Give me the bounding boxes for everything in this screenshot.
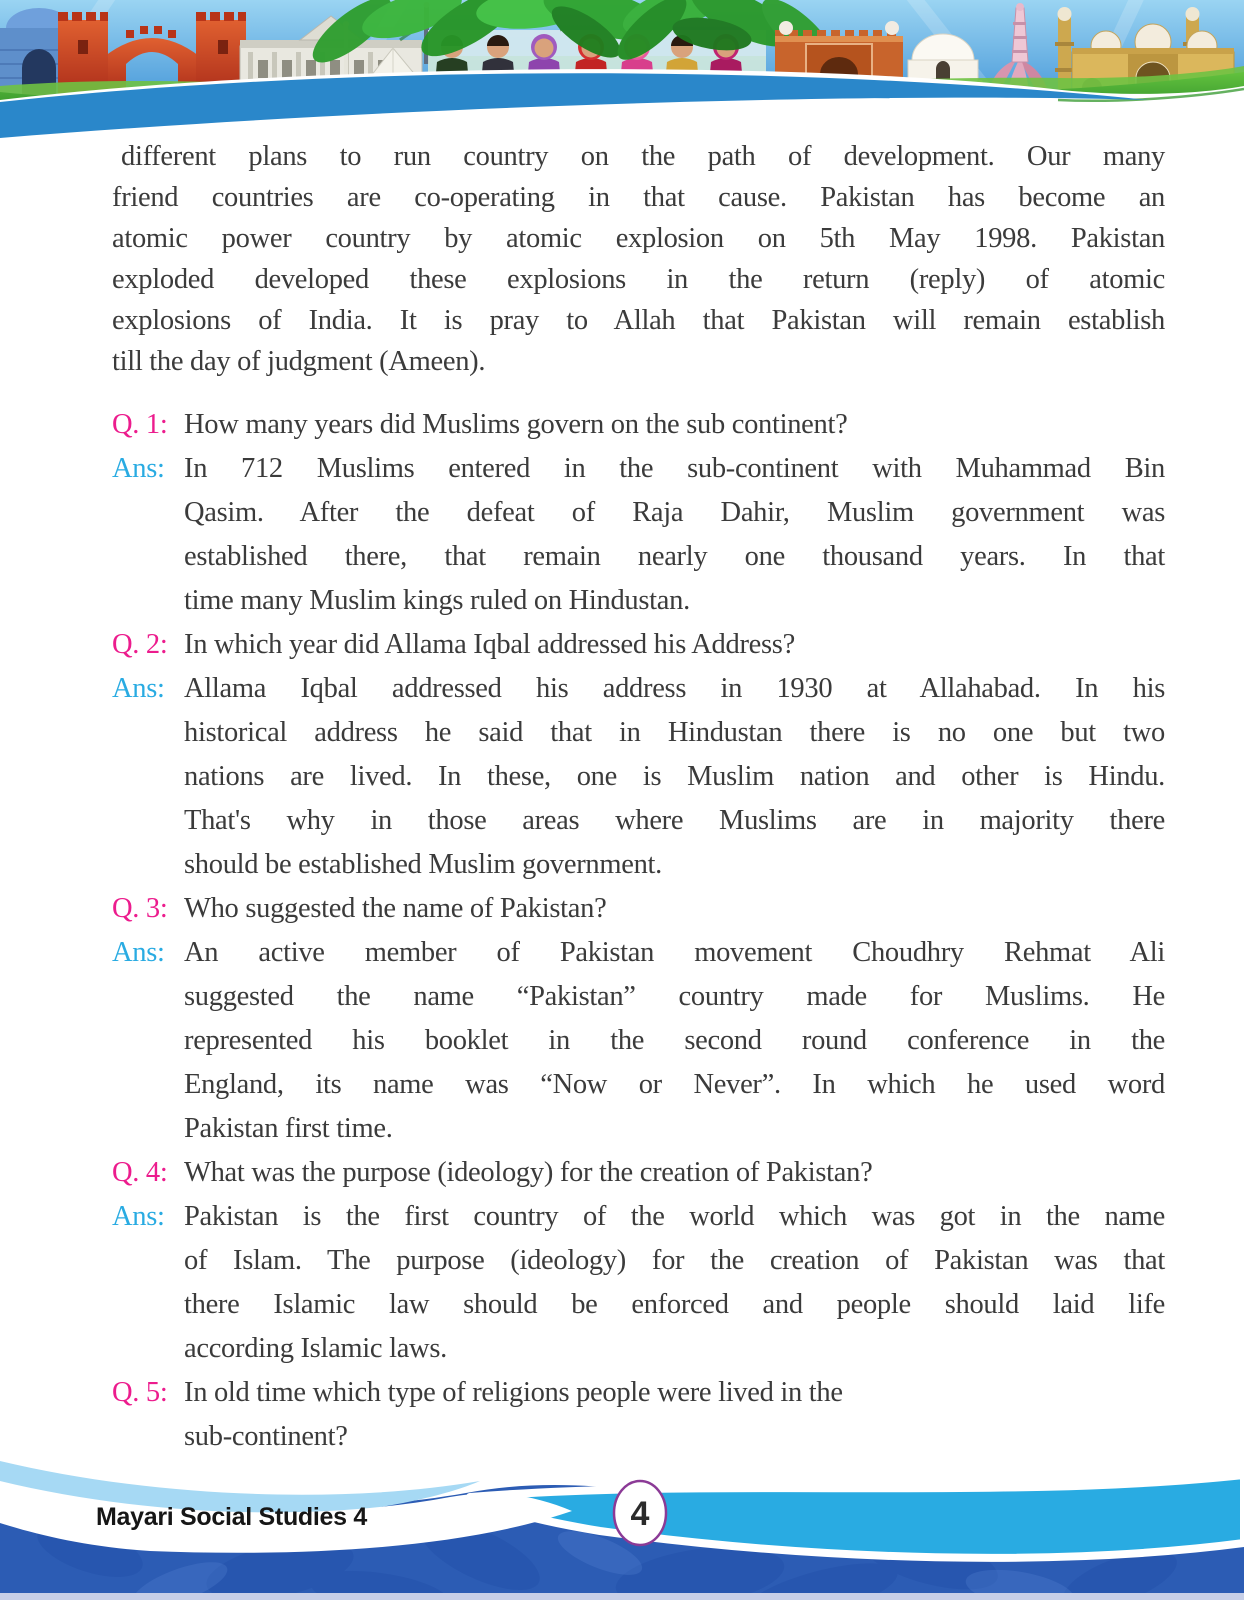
answer-1 bbox=[112, 447, 1165, 623]
question-4-text: What was the purpose (ideology) for the creation of Pakistan? bbox=[184, 1157, 873, 1188]
question-3-label: Q. 3: bbox=[112, 893, 168, 924]
page-body bbox=[112, 136, 1165, 1459]
answer-1-label: Ans: bbox=[112, 453, 165, 484]
question-3-text: Who suggested the name of Pakistan? bbox=[184, 893, 607, 924]
question-3 bbox=[112, 887, 1165, 931]
header-collage bbox=[0, 0, 1244, 142]
question-5-text: In old time which type of religions people were lived in the sub-continent? bbox=[184, 1377, 843, 1452]
answer-4 bbox=[112, 1195, 1165, 1371]
answer-3-text: An active member of Pakistan movement Choudhry Rehmat Ali suggested the name “Pakistan” country made for Muslims. He represented his booklet in the second round conference in the England, its name was “Now or Never”. In which he used word Pakistan first time. bbox=[184, 937, 1165, 1144]
answer-3-label: Ans: bbox=[112, 937, 165, 968]
footer-waves bbox=[0, 1435, 1244, 1600]
page-number: 4 bbox=[630, 1495, 650, 1533]
answer-1-text: In 712 Muslims entered in the sub-continent with Muhammad Bin Qasim. After the defeat of Raja Dahir, Muslim government was established there, that remain nearly one thousand years. In that time many Muslim kings ruled on Hindustan. bbox=[184, 453, 1165, 616]
intro-paragraph: different plans to run country on the path of development. Our many friend countries are co-operating in that cause. Pakistan has become an atomic power country by atomic explosion on 5th May 1998. Pakistan exploded developed these explosions in the return (reply) of atomic explosions of India. It is pray to Allah that Pakistan will remain establish till the day of judgment (Ameen). bbox=[112, 141, 1165, 377]
question-4 bbox=[112, 1151, 1165, 1195]
answer-2 bbox=[112, 667, 1165, 887]
question-1 bbox=[112, 403, 1165, 447]
question-4-label: Q. 4: bbox=[112, 1157, 168, 1188]
qa-section bbox=[112, 403, 1165, 1459]
answer-2-label: Ans: bbox=[112, 673, 165, 704]
answer-4-label: Ans: bbox=[112, 1201, 165, 1232]
answer-4-text: Pakistan is the first country of the world which was got in the name of Islam. The purpose (ideology) for the creation of Pakistan was that there Islamic law should be enforced and people should laid life according Islamic laws. bbox=[184, 1201, 1165, 1364]
question-1-label: Q. 1: bbox=[112, 409, 168, 440]
book-title: Mayari Social Studies 4 bbox=[96, 1503, 367, 1531]
question-1-text: How many years did Muslims govern on the sub continent? bbox=[184, 409, 848, 440]
answer-3 bbox=[112, 931, 1165, 1151]
question-2 bbox=[112, 623, 1165, 667]
question-5-label: Q. 5: bbox=[112, 1377, 168, 1408]
footer-bottom-strip bbox=[0, 1593, 1244, 1600]
question-2-text: In which year did Allama Iqbal addressed his Address? bbox=[184, 629, 795, 660]
answer-2-text: Allama Iqbal addressed his address in 1930 at Allahabad. In his historical address he said that in Hindustan there is no one but two nations are lived. In these, one is Muslim nation and other is Hindu. That's why in those areas where Muslims are in majority there should be established Muslim government. bbox=[184, 673, 1165, 880]
question-2-label: Q. 2: bbox=[112, 629, 168, 660]
